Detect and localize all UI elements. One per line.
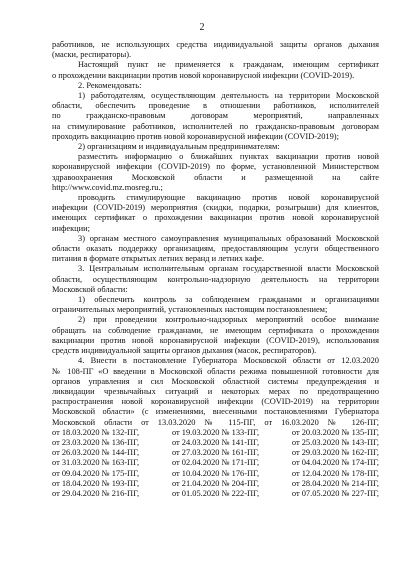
text-line: средств индивидуальной защиты органов дыхания (масок, респираторов). [52,346,317,356]
text-line: органов управления и сил Московской областной системы предупреждения и [52,376,379,386]
text-line: здравоохранения Московской области и размещенной на сайте [52,172,379,182]
paragraph-exception [52,60,379,80]
text-line: ликвидации чрезвычайных ситуаций и некоторых мерах по предотвращению [52,386,379,396]
text-line: на стимулирование работников, исполнителей по гражданско-правовым договорам [52,121,379,131]
text-line: проводить стимулирующие вакцинацию против новой коронавирусной [78,193,379,203]
amendment-entry: от 18.03.2020 № 132-ПГ, [52,427,140,437]
text-line: Московской области: [52,284,128,294]
text-line: работников, не использующих средства индивидуальной защиты органов дыхания [52,40,379,49]
text-line: области, осуществляющим контрольно-надзорную деятельность на территории [52,274,379,284]
amendment-entry: от 20.03.2020 № 135-ПГ, [291,427,379,437]
amendment-row [52,458,379,468]
text-line: обращать на соблюдение гражданами, не имеющим сертификата о прохождении [52,325,379,335]
text-line: инфекции (COVID-2019) мероприятия (скидки, подарки, розыгрыши) для клиентов, [52,203,379,213]
document-body [52,40,379,499]
paragraph-incentives [52,193,379,234]
amendment-entry: от 19.03.2020 № 133-ПГ, [171,427,260,437]
page-number: 2 [199,22,205,33]
amendment-row [52,428,379,438]
paragraph-local-government [52,234,379,265]
text-line: области оказать поддержку организациям, предоставляющим услуги общественного [52,244,379,254]
amendment-entry: от 31.03.2020 № 163-ПГ, [52,458,140,468]
text-line: 2) организациям и индивидуальным предпринимателям: [78,142,280,152]
amendment-row [52,489,379,499]
amendment-entry: от 07.05.2020 № 227-ПГ, [291,488,379,498]
amendment-row [52,469,379,479]
amendment-entry: от 25.03.2020 № 143-ПГ, [291,437,379,447]
paragraph-control [52,295,379,315]
text-line: http://www.covid.mz.mosreg.ru.; [52,182,163,192]
text-line: коронавирусной инфекции (COVID-2019) по форме, установленной Министерством [52,162,379,172]
text-line: 3) органам местного самоуправления муниципальных образований Московской [78,233,379,243]
text-line: 3. Центральным исполнительным органам государственной власти Московской [78,264,379,274]
text-line: 1) обеспечить контроль за соблюдением гражданами и организациями [78,295,379,305]
amendment-entry: от 09.04.2020 № 175-ПГ, [52,468,140,478]
paragraph-recommend-heading [52,81,379,91]
text-line: Московской области от 13.03.2020 № 115-ПГ, от 16.03.2020 № 126-ПГ, [52,417,379,427]
text-line: 1) работодателям, осуществляющим деятельность на территории Московской [78,91,379,101]
text-line: инфекции; [52,223,90,233]
paragraph-post-info [52,152,379,193]
text-line: ограничительных мероприятий, установленных настоящим постановлением; [52,305,328,315]
text-line: (маски, респираторы). [52,50,132,60]
text-line: № 108-ПГ «О введении в Московской области режима повышенной готовности для [52,366,379,376]
amendment-entry: от 04.04.2020 № 174-ПГ, [291,458,379,468]
amendment-entry: от 28.04.2020 № 214-ПГ, [291,478,379,488]
amendment-entry: от 12.04.2020 № 178-ПГ, [291,468,379,478]
amendment-list [52,428,379,499]
amendment-entry: от 27.03.2020 № 161-ПГ, [171,448,260,458]
amendment-entry: от 29.03.2020 № 162-ПГ, [291,448,379,458]
text-line: 2. Рекомендовать: [78,80,142,90]
text-line: о прохождении вакцинации против новой коронавирусной инфекции (COVID-2019). [52,70,355,80]
paragraph-executive-bodies [52,264,379,295]
text-line: проходить вакцинацию против новой коронавирусной инфекции (COVID-2019); [52,131,339,141]
amendment-entry: от 29.04.2020 № 216-ПГ, [52,488,140,498]
paragraph-inspections [52,315,379,356]
amendment-entry: от 24.03.2020 № 141-ПГ, [171,437,260,447]
amendment-row [52,438,379,448]
amendment-row [52,479,379,489]
paragraph-employers [52,91,379,142]
paragraph-masks-continuation [52,40,379,60]
paragraph-amendment [52,356,379,427]
text-line: разместить информацию о ближайших пунктах вакцинации против новой [78,152,379,162]
amendment-entry: от 21.04.2020 № 204-ПГ, [171,478,260,488]
amendment-entry: от 26.03.2020 № 144-ПГ, [52,448,140,458]
text-line: Московской области» (с изменениями, внесенными постановлениями Губернатора [52,407,379,417]
text-line: области, обеспечить проведение в отношении работников, исполнителей [52,101,379,111]
text-line: питания в формате открытых летних веранд и летних кафе. [52,254,264,264]
text-line: Настоящий пункт не применяется к гражданам, имеющим сертификат [78,60,379,70]
text-line: 4. Внести в постановление Губернатора Московской области от 12.03.2020 [78,356,379,366]
amendment-row [52,448,379,458]
amendment-entry: от 18.04.2020 № 193-ПГ, [52,478,140,488]
text-line: имеющих сертификат о прохождении вакцинации против новой коронавирусной [52,213,379,223]
amendment-entry: от 23.03.2020 № 136-ПГ, [52,437,140,447]
text-line: по гражданско-правовым договорам мероприятий, направленных [52,111,379,121]
amendment-entry: от 10.04.2020 № 176-ПГ, [171,468,260,478]
text-line: 2) при проведении контрольно-надзорных мероприятий особое внимание [78,315,379,325]
text-line: распространения новой коронавирусной инфекции (COVID-2019) на территории [52,397,379,407]
paragraph-organizations [52,142,379,152]
amendment-entry: от 02.04.2020 № 171-ПГ, [171,458,260,468]
text-line: вакцинации против новой коронавирусной инфекции (COVID-2019), использования [52,335,379,345]
amendment-entry: от 01.05.2020 № 222-ПГ, [171,488,260,498]
